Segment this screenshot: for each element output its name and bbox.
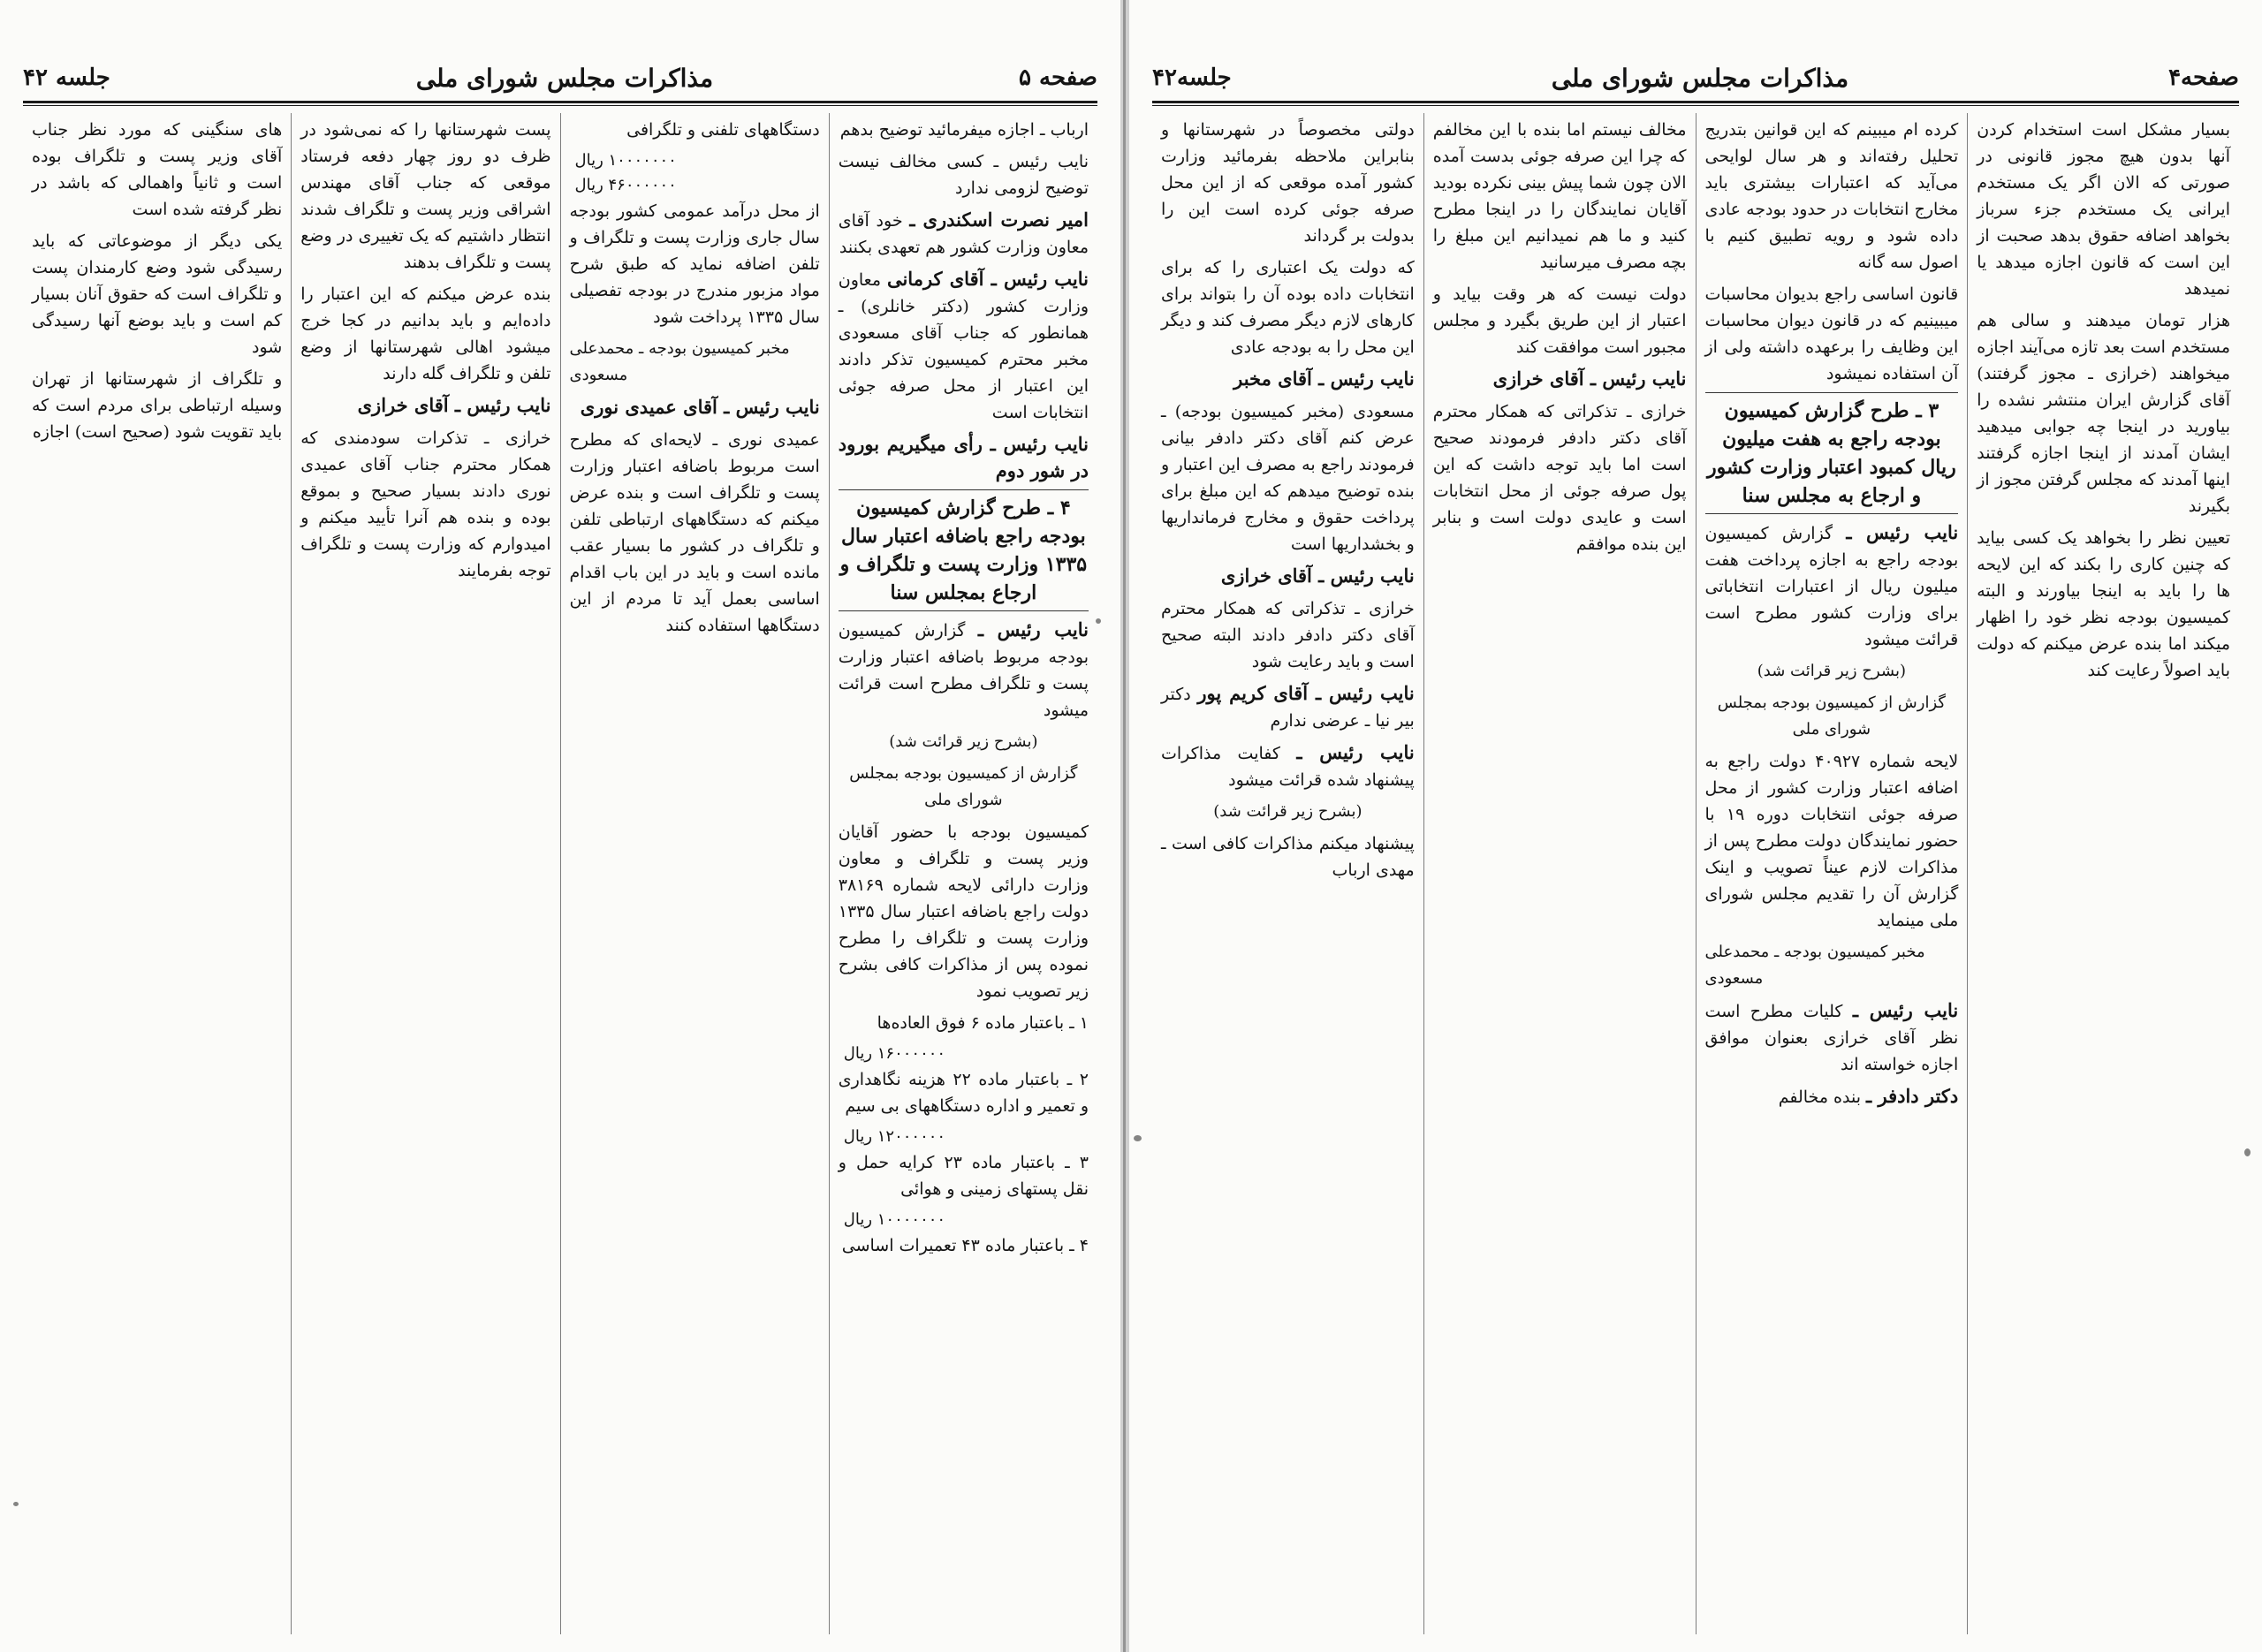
speech-text: کفایت مذاکرات پیشنهاد شده قرائت میشود (1161, 744, 1415, 790)
right-page-number: صفحه۴ (2168, 64, 2239, 91)
speech-text: دکتر بیر نیا ـ عرضی ندارم (1161, 685, 1415, 731)
report-text: کمیسیون بودجه با حضور آقایان وزیر پست و تلگراف و معاون وزارت دارائی لایحه شماره ۳۸۱۶۹ دولت راجع باضافه اعتبار سال ۱۳۳۵ وزارت پست و تلگراف را مطرح نموده پس از مذاکرات کافی بشرح زیر تصویب نمود (838, 822, 1089, 1001)
paragraph: پیشنهاد میکنم مذاکرات کافی است ـ مهدی ارباب (1161, 834, 1415, 880)
right-column-4 (1152, 113, 1423, 1634)
speaker-name: نایب رئیس ـ آقای کرمانی (886, 268, 1089, 290)
report-heading: گزارش از کمیسیون بودجه بمجلس شورای ملی (849, 764, 1078, 809)
table-label: دستگاههای تلفنی و تلگرافی (626, 120, 820, 140)
speech-text: خرازی ـ تذکراتی که همکار محترم آقای دکتر دادفر فرمودند صحیح است اما باید توجه داشت که این پول صرفه جوئی از محل انتخابات است و عایدی دولت است و بنابر این بنده موافقم (1432, 402, 1687, 554)
report-heading: گزارش از کمیسیون بودجه بمجلس شورای ملی (1717, 693, 1946, 739)
paragraph: نایب رئیس ـ کسی مخالف نیست توضیح لزومی ندارد (838, 152, 1089, 198)
speaker-name: نایب رئیس ـ آقای عمیدی نوری (580, 396, 820, 418)
page-gutter (1120, 0, 1129, 1652)
paragraph: بنده عرض میکنم که این اعتبار را داده‌ایم و باید بدانیم در کجا خرج میشود اهالی شهرستانها از وضع تلفن و تلگراف گله دارند (300, 284, 551, 383)
paragraph: تعیین نظر را بخواهد یک کسی بیاید که چنین کاری را بکند که این لایحه ها را باید به اینجا بیاورند و البته کمیسیون بودجه نظر خود را اظهار میکند اما بنده عرض میکنم که دولت باید اصولاً رعایت کند (1977, 528, 2230, 680)
list-item: ۱ ـ باعتبار ماده ۶ فوق العاده‌ها (877, 1013, 1089, 1033)
scan-speck (1134, 1135, 1142, 1141)
right-page-header (1152, 55, 2239, 101)
amount: ۱۶۰۰۰۰۰۰ ریال (843, 1044, 946, 1063)
header-rule (1152, 105, 2239, 106)
speech-text: بنده مخالفم (1778, 1087, 1861, 1107)
speaker-name: نایب رئیس ـ آقای خرازی (357, 394, 551, 416)
speech-text: خرازی ـ تذکرات سودمندی که همکار محترم جناب آقای عمیدی نوری دادند بسیار صحیح و بموقع بوده و بنده هم آنرا تأیید میکنم و امیدوارم که وزارت پست و تلگراف توجه بفرمایند (300, 428, 551, 580)
header-rule (23, 105, 1097, 106)
paragraph: قانون اساسی راجع بدیوان محاسبات میبینیم که در قانون دیوان محاسبات این وظایف را برعهده داشته ولی از آن استفاده نمیشود (1704, 284, 1959, 383)
speech-text: معاون وزارت کشور (دکتر خانلری) ـ همانطور که جناب آقای مسعودی مخبر محترم کمیسیون تذکر دادند این اعتبار از محل صرفه جوئی انتخابات است (838, 270, 1089, 422)
reading-note: (بشرح زیر قرائت شد) (1757, 662, 1906, 680)
right-page-columns (1152, 113, 2239, 1634)
speech-text: مسعودی (مخبر کمیسیون بودجه) ـ عرض کنم آقای دکتر دادفر بیانی فرمودند راجع به مصرف این اعتبار و بنده توضیح میدهم که این مبلغ برای پرداخت حقوق و مخارج فرمانداریها و بخشداریها است (1161, 402, 1415, 554)
speech-text: کلیات مطرح است نظر آقای خرازی بعنوان موافق اجازه خواسته اند (1704, 1002, 1959, 1074)
signature-line: مخبر کمیسیون بودجه ـ محمدعلی مسعودی (569, 339, 790, 384)
speaker-name: نایب رئیس ـ (1852, 999, 1959, 1021)
speaker-name: نایب رئیس ـ رأی میگیریم بورود در شور دوم (838, 433, 1089, 481)
amount: ۴۶۰۰۰۰۰۰ ریال (574, 176, 677, 194)
paragraph: از محل درآمد عمومی کشور بودجه سال جاری وزارت پست و تلگراف و تلفن اضافه نماید که طبق شرح مواد مزبور مندرج در بودجه تفصیلی سال ۱۳۳۵ پرداخت شود (569, 201, 820, 327)
paragraph: های سنگینی که مورد نظر جناب آقای وزیر پست و تلگراف بوده است و ثانیاً واهمالی که باشد در نظر گرفته شده است (32, 120, 283, 219)
right-page (1129, 0, 2262, 1652)
speaker-name: نایب رئیس ـ آقای کریم پور (1197, 682, 1415, 704)
list-item: ۴ ـ باعتبار ماده ۴۳ تعمیرات اساسی (841, 1236, 1089, 1255)
report-text: لایحه شماره ۴۰۹۲۷ دولت راجع به اضافه اعتبار وزارت کشور از محل صرفه جوئی انتخابات دوره ۱۹ با حضور نمایندگان دولت مطرح پس از مذاکرات لازم عیناً تصویب و اینک گزارش آن را تقدیم مجلس شورای ملی مینماید (1704, 752, 1959, 930)
right-session-number: جلسه۴۲ (1152, 64, 1232, 91)
amount-row (839, 1125, 1089, 1149)
right-page-title: مذاکرات مجلس شورای ملی (1551, 63, 1849, 93)
amount: ۱۰۰۰۰۰۰۰ ریال (843, 1210, 946, 1229)
section-heading: ۴ ـ طرح گزارش کمیسیون بودجه راجع باضافه اعتبار سال ۱۳۳۵ وزارت پست و تلگراف و ارجاع بمجلس سنا (839, 489, 1089, 611)
list-item: ۲ ـ باعتبار ماده ۲۲ هزینه نگاهداری و تعمیر و اداره دستگاههای بی سیم (838, 1070, 1089, 1116)
header-rule (1152, 101, 2239, 103)
amount-row (570, 148, 820, 173)
left-page-number: صفحه ۵ (1019, 64, 1097, 91)
paragraph: که دولت یک اعتباری را که برای انتخابات داده بوده آن را بتواند برای کارهای لازم دیگر مصرف کند و دیگر این محل را به بودجه عادی (1161, 258, 1415, 357)
speaker-name: نایب رئیس ـ (1846, 521, 1959, 543)
speech-text: عمیدی نوری ـ لایحه‌ای که مطرح است مربوط باضافه اعتبار وزارت پست و تلگراف است و بنده عرض میکنم که دستگاههای ارتباطی تلفن و تلگراف در کشور ما بسیار عقب مانده است و باید در این باب اقدام اساسی بعمل آید تا مردم از این دستگاهها استفاده کنند (569, 430, 820, 635)
paragraph: کرده ام میبینم که این قوانین بتدریج تحلیل رفته‌اند و هر سال لوایحی می‌آید که اعتبارات بیشتری باید مخارج انتخابات در حدود بودجه عادی داده شود و رویه تطبیق کنیم با اصول سه گانه (1704, 120, 1959, 272)
speech-text: خرازی ـ تذکراتی که همکار محترم آقای دکتر دادفر دادند البته صحیح است و باید رعایت شود (1161, 599, 1415, 671)
amount: ۱۰۰۰۰۰۰۰ ریال (574, 151, 677, 170)
paragraph: ارباب ـ اجازه میفرمائید توضیح بدهم (839, 120, 1089, 140)
amount: ۱۲۰۰۰۰۰۰ ریال (843, 1127, 946, 1146)
left-page-title: مذاکرات مجلس شورای ملی (415, 63, 714, 93)
speaker-name: نایب رئیس ـ (977, 618, 1089, 640)
left-column-3 (291, 113, 559, 1634)
speaker-name: دکتر دادفر ـ (1866, 1085, 1959, 1107)
signature-line: مخبر کمیسیون بودجه ـ محمدعلی مسعودی (1704, 943, 1925, 988)
left-column-2 (560, 113, 829, 1634)
paragraph: و تلگراف از شهرستانها از تهران وسیله ارتباطی برای مردم است که باید تقویت شود (صحیح است) اجازه (32, 369, 283, 442)
speech-text: گزارش کمیسیون بودجه راجع به اجازه پرداخت هفت میلیون ریال از اعتبارات انتخاباتی برای وزارت کشور مطرح است قرائت میشود (1704, 524, 1959, 649)
scan-speck (13, 1502, 19, 1506)
reading-note: (بشرح زیر قرائت شد) (1213, 802, 1363, 821)
speaker-name: نایب رئیس ـ آقای خرازی (1220, 565, 1415, 587)
amount-row (839, 1208, 1089, 1232)
scan-speck (2244, 1148, 2251, 1156)
right-column-1 (1967, 113, 2239, 1634)
reading-note: (بشرح زیر قرائت شد) (889, 732, 1038, 751)
left-session-number: جلسه ۴۲ (23, 64, 110, 91)
paragraph: بسیار مشکل است استخدام کردن آنها بدون هیچ مجوز قانونی در صورتی که الان اگر یک مستخدم ایرانی یک مستخدم جزء سرباز بخواهد اضافه حقوق بدهد صحبت از این است که قانون اجازه میدهد یا نمیدهد (1977, 120, 2230, 299)
speech-text: خود آقای معاون وزارت کشور هم تعهدی بکنند (838, 211, 1089, 257)
paragraph: دولت نیست که هر وقت بیاید و اعتبار از این طریق بگیرد و مجلس مجبور است موافقت کند (1432, 284, 1687, 357)
speaker-name: نایب رئیس ـ (1296, 741, 1415, 763)
left-column-1 (829, 113, 1097, 1634)
amount-row (839, 1042, 1089, 1066)
right-column-2 (1696, 113, 1968, 1634)
speaker-name: نایب رئیس ـ آقای خرازی (1492, 368, 1687, 390)
scan-speck (1096, 618, 1101, 624)
left-page-header (23, 55, 1097, 101)
left-page (0, 0, 1120, 1652)
amount-row (570, 173, 820, 198)
section-heading: ۳ ـ طرح گزارش کمیسیون بودجه راجع به هفت میلیون ریال کمبود اعتبار وزارت کشور و ارجاع به مجلس سنا (1705, 392, 1959, 514)
speaker-name: امیر نصرت اسکندری ـ (909, 208, 1089, 231)
left-page-columns (23, 113, 1097, 1634)
paragraph: یکی دیگر از موضوعاتی که باید رسیدگی شود وضع کارمندان پست و تلگراف است که حقوق آنان بسیار کم است و باید بوضع آنها رسیدگی شود (32, 231, 283, 357)
paragraph: پست شهرستانها را که نمی‌شود در ظرف دو روز چهار دفعه فرستاد موقعی که جناب آقای مهندس اشراقی وزیر پست و تلگراف شدند انتظار داشتیم که یک تغییری در وضع پست و تلگراف بدهند (300, 120, 551, 272)
paragraph: دولتی مخصوصاً در شهرستانها و بنابراین ملاحظه بفرمائید وزارت کشور آمده موقعی که از این محل صرفه جوئی کرده است این را بدولت بر گرداند (1161, 120, 1415, 246)
header-rule (23, 101, 1097, 103)
left-column-4 (23, 113, 291, 1634)
speech-text: گزارش کمیسیون بودجه مربوط باضافه اعتبار وزارت پست و تلگراف مطرح است قرائت میشود (838, 621, 1089, 720)
paragraph: مخالف نیستم اما بنده با این مخالفم که چرا این صرفه جوئی بدست آمده الان چون شما پیش بینی نکرده بودید آقایان نمایندگان را در اینجا مطرح کنید و ما هم نمیدانیم این مبلغ را بچه مصرف میرسانید (1432, 120, 1687, 272)
paragraph: هزار تومان میدهند و سالی هم مستخدم است بعد تازه می‌آیند اجازه میخواهند (خرازی ـ مجوز گرفتند) آقای گزارش ایران منتشر نشده را بیاورید در اینجا چه جوابی میدهید ایشان آمدند از اینجا اجازه گرفتند اینها آمدند که مجلس گرفتن مجوز از بگیرند (1977, 311, 2230, 516)
list-item: ۳ ـ باعتبار ماده ۲۳ کرایه حمل و نقل پستهای زمینی و هوائی (838, 1153, 1089, 1199)
right-column-3 (1423, 113, 1696, 1634)
speaker-name: نایب رئیس ـ آقای مخبر (1233, 368, 1415, 390)
